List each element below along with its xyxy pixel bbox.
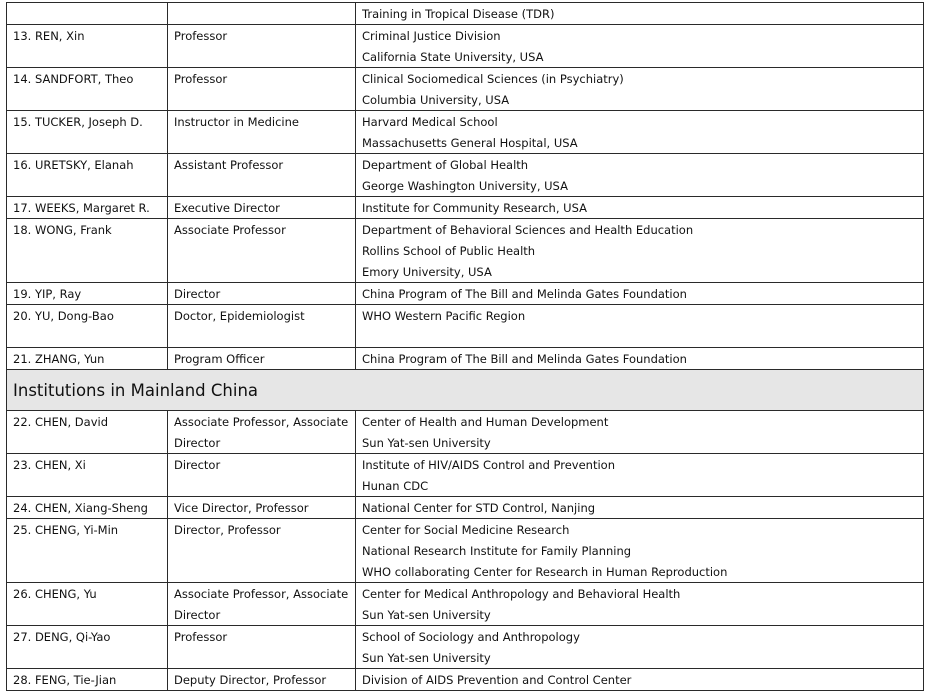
person-name: 21. ZHANG, Yun — [13, 352, 105, 366]
institution-line: School of Sociology and Anthropology — [362, 630, 580, 644]
table-row — [7, 25, 924, 68]
institution-cell — [356, 411, 924, 454]
person-name-cell — [7, 497, 168, 519]
person-name: 15. TUCKER, Joseph D. — [13, 115, 143, 129]
institution-line: Rollins School of Public Health — [362, 244, 536, 258]
person-name-cell — [7, 283, 168, 305]
position-line: Associate Professor — [174, 223, 286, 237]
person-name: 28. FENG, Tie-Jian — [13, 673, 117, 687]
institution-line — [362, 326, 917, 347]
person-name — [13, 3, 161, 24]
position-line: Executive Director — [174, 201, 280, 215]
institution-cell — [356, 348, 924, 370]
institution-line: Department of Behavioral Sciences and Health Education — [362, 223, 694, 237]
person-name-cell — [7, 68, 168, 111]
position-line: Director — [174, 458, 221, 472]
institution-cell — [356, 219, 924, 283]
person-name-cell — [7, 626, 168, 669]
position-cell — [168, 25, 356, 68]
institution-cell — [356, 197, 924, 219]
section-title: Institutions in Mainland China — [7, 370, 924, 411]
person-name-cell — [7, 305, 168, 348]
position-cell — [168, 283, 356, 305]
person-name-cell — [7, 111, 168, 154]
table-row — [7, 497, 924, 519]
position-cell — [168, 3, 356, 25]
person-name: 20. YU, Dong-Bao — [13, 309, 114, 323]
position-line: Director, Professor — [174, 523, 281, 537]
position-cell — [168, 197, 356, 219]
institution-line: Center of Health and Human Development — [362, 415, 609, 429]
position-cell — [168, 583, 356, 626]
position-cell — [168, 519, 356, 583]
institution-line: California State University, USA — [362, 50, 544, 64]
position-cell — [168, 669, 356, 691]
institution-cell — [356, 154, 924, 197]
institution-line: Clinical Sociomedical Sciences (in Psychiatry) — [362, 72, 624, 86]
table-row — [7, 348, 924, 370]
position-line: Vice Director, Professor — [174, 501, 309, 515]
position-cell — [168, 219, 356, 283]
position-cell — [168, 348, 356, 370]
person-name: 23. CHEN, Xi — [13, 458, 86, 472]
position-line: Professor — [174, 72, 228, 86]
institution-cell — [356, 111, 924, 154]
institution-line: China Program of The Bill and Melinda Gates Foundation — [362, 352, 687, 366]
table-row — [7, 111, 924, 154]
person-name: 26. CHENG, Yu — [13, 587, 97, 601]
institution-line: Emory University, USA — [362, 265, 492, 279]
institution-line: WHO Western Pacific Region — [362, 309, 526, 323]
position-line — [174, 3, 349, 24]
table-row — [7, 411, 924, 454]
institution-line: Division of AIDS Prevention and Control Center — [362, 673, 632, 687]
institution-cell — [356, 669, 924, 691]
position-cell — [168, 111, 356, 154]
person-name-cell — [7, 219, 168, 283]
institution-line: Center for Social Medicine Research — [362, 523, 570, 537]
institution-cell — [356, 25, 924, 68]
institution-cell — [356, 283, 924, 305]
institution-line: Center for Medical Anthropology and Behavioral Health — [362, 587, 681, 601]
table-body-mainland — [7, 411, 924, 691]
table-row — [7, 626, 924, 669]
person-name-cell — [7, 154, 168, 197]
table-row — [7, 68, 924, 111]
position-cell — [168, 497, 356, 519]
institution-cell — [356, 3, 924, 25]
institution-cell — [356, 68, 924, 111]
position-cell — [168, 68, 356, 111]
position-cell — [168, 154, 356, 197]
person-name: 19. YIP, Ray — [13, 287, 82, 301]
institution-line: Institute of HIV/AIDS Control and Prevention — [362, 458, 615, 472]
institution-line: Columbia University, USA — [362, 93, 510, 107]
person-name-cell — [7, 197, 168, 219]
position-line: Assistant Professor — [174, 158, 284, 172]
table-row — [7, 154, 924, 197]
institution-cell — [356, 497, 924, 519]
person-name-cell — [7, 348, 168, 370]
person-name: 25. CHENG, Yi-Min — [13, 523, 119, 537]
institution-cell — [356, 519, 924, 583]
table-section — [7, 370, 924, 411]
table-row — [7, 219, 924, 283]
person-name-cell — [7, 669, 168, 691]
institution-cell — [356, 454, 924, 497]
person-name-cell — [7, 454, 168, 497]
person-name: 18. WONG, Frank — [13, 223, 112, 237]
table-row — [7, 454, 924, 497]
table-body-international — [7, 3, 924, 370]
institution-line: WHO collaborating Center for Research in Human Reproduction — [362, 565, 728, 579]
person-name-cell — [7, 25, 168, 68]
table-row — [7, 305, 924, 348]
table-row — [7, 283, 924, 305]
table-row — [7, 669, 924, 691]
institution-line: Training in Tropical Disease (TDR) — [362, 7, 555, 21]
institution-cell — [356, 305, 924, 348]
position-cell — [168, 411, 356, 454]
position-line: Professor — [174, 630, 228, 644]
section-header-row — [7, 370, 924, 411]
position-line: Professor — [174, 29, 228, 43]
position-line: Doctor, Epidemiologist — [174, 309, 305, 323]
institution-line: Sun Yat-sen University — [362, 436, 491, 450]
institution-line: Sun Yat-sen University — [362, 651, 491, 665]
person-name: 24. CHEN, Xiang-Sheng — [13, 501, 148, 515]
position-line: Director — [174, 608, 221, 622]
person-name: 16. URETSKY, Elanah — [13, 158, 134, 172]
institution-line: Sun Yat-sen University — [362, 608, 491, 622]
person-name: 17. WEEKS, Margaret R. — [13, 201, 150, 215]
position-line: Deputy Director, Professor — [174, 673, 327, 687]
table-row — [7, 3, 924, 25]
institution-line: Massachusetts General Hospital, USA — [362, 136, 578, 150]
table-row — [7, 583, 924, 626]
institution-line: Hunan CDC — [362, 479, 429, 493]
person-name: 27. DENG, Qi-Yao — [13, 630, 111, 644]
position-line: Director — [174, 287, 221, 301]
position-line: Program Officer — [174, 352, 265, 366]
position-cell — [168, 626, 356, 669]
institution-line: George Washington University, USA — [362, 179, 568, 193]
table-row — [7, 519, 924, 583]
position-line: Director — [174, 436, 221, 450]
participants-table — [6, 2, 924, 691]
position-line: Associate Professor, Associate — [174, 415, 349, 429]
person-name-cell — [7, 583, 168, 626]
institution-cell — [356, 626, 924, 669]
institution-line: Harvard Medical School — [362, 115, 498, 129]
person-name-cell — [7, 3, 168, 25]
table-row — [7, 197, 924, 219]
person-name: 14. SANDFORT, Theo — [13, 72, 134, 86]
person-name: 22. CHEN, David — [13, 415, 109, 429]
position-cell — [168, 454, 356, 497]
institution-line: Criminal Justice Division — [362, 29, 501, 43]
person-name-cell — [7, 519, 168, 583]
institution-line: Department of Global Health — [362, 158, 529, 172]
institution-line: China Program of The Bill and Melinda Gates Foundation — [362, 287, 687, 301]
person-name: 13. REN, Xin — [13, 29, 85, 43]
position-line: Associate Professor, Associate — [174, 587, 349, 601]
institution-line: Institute for Community Research, USA — [362, 201, 587, 215]
position-cell — [168, 305, 356, 348]
institution-line: National Research Institute for Family Planning — [362, 544, 632, 558]
institution-line: National Center for STD Control, Nanjing — [362, 501, 596, 515]
institution-cell — [356, 583, 924, 626]
person-name-cell — [7, 411, 168, 454]
position-line: Instructor in Medicine — [174, 115, 299, 129]
